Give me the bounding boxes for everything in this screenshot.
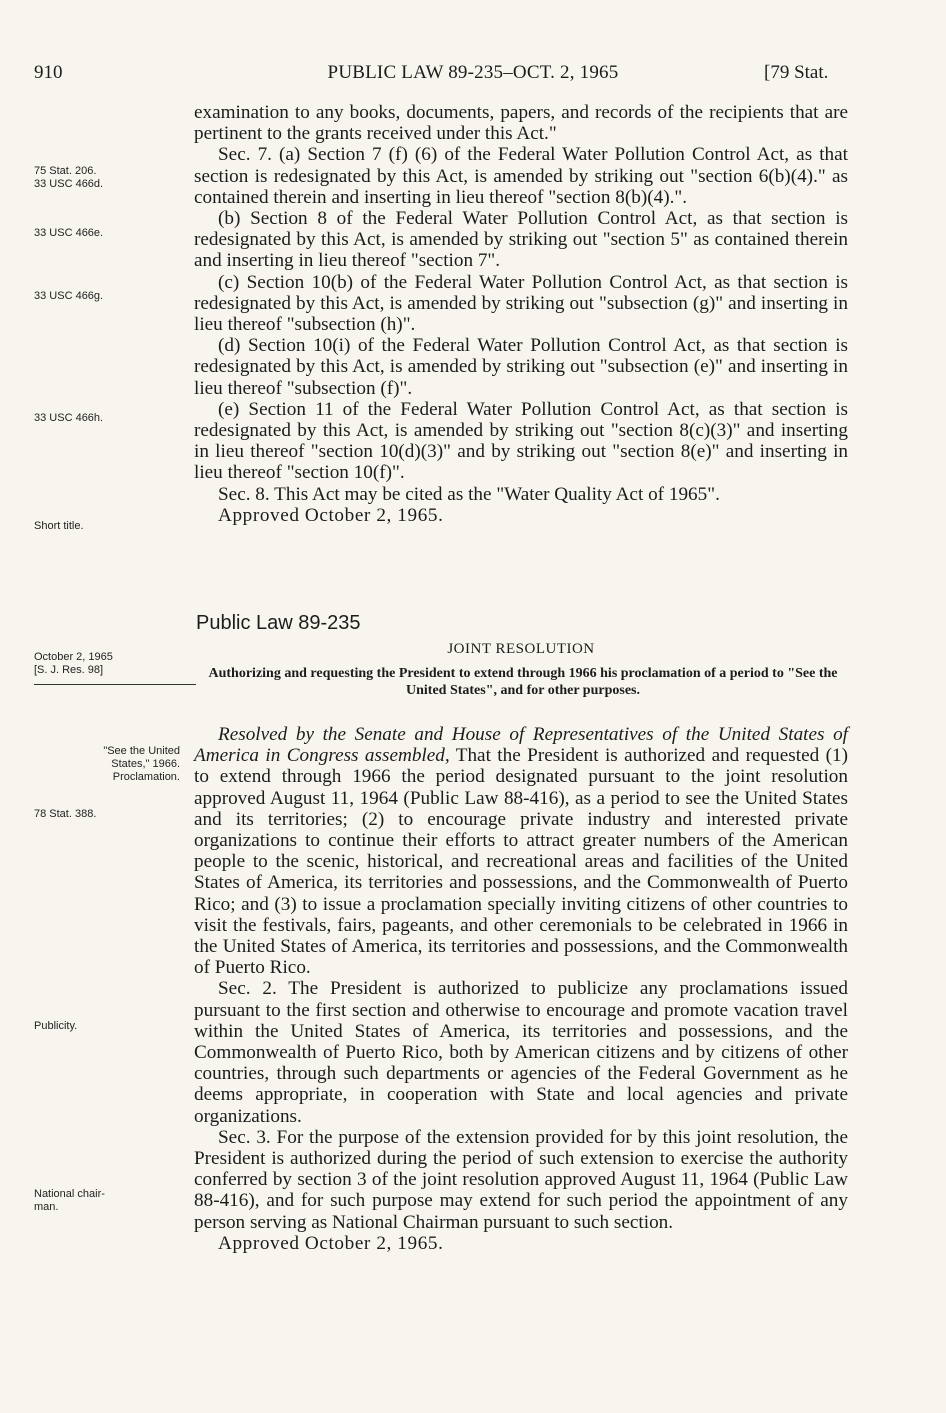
margin-note-line: October 2, 1965 (34, 651, 113, 663)
paragraph-resolved (194, 724, 848, 978)
margin-note-line: Proclamation. (112, 771, 180, 783)
margin-note-466e: 33 USC 466e. (34, 227, 104, 239)
margin-note-date (34, 651, 184, 677)
paragraph-sec-7d: (d) Section 10(i) of the Federal Water Pollution Control Act, as that section is redesignated by this Act, is amended by striking out "subsection (e)" and inserting in lieu thereof "subsection (f)". (194, 335, 848, 399)
margin-note-466g: 33 USC 466g. (34, 290, 104, 302)
paragraph-sec-7a: Sec. 7. (a) Section 7 (f) (6) of the Federal Water Pollution Control Act, as that section is redesignated by this Act, is amended by striking out "section 6(b)(4)." as contained therein and inserting in lieu thereof "section 8(b)(4).". (194, 144, 848, 208)
running-title: PUBLIC LAW 89-235–OCT. 2, 1965 (327, 62, 619, 83)
margin-note-publicity: Publicity. (34, 1020, 78, 1032)
margin-note-line: 75 Stat. 206. (34, 165, 97, 177)
paragraph-sec-3: Sec. 3. For the purpose of the extension provided for by this joint resolution, the President is authorized during the period of such extension to exercise the authority conferred by section 3 of the joint resolution approved August 11, 1964 (Public Law 88-416), and for such purpose may extend for such period the appointment of any person serving as National Chairman pursuant to such section. (194, 1126, 848, 1233)
body-text-resolution (194, 724, 848, 1254)
paragraph-sec-7b: (b) Section 8 of the Federal Water Pollution Control Act, as that section is redesignated by this Act, is amended by striking out "section 5" as contained therein and inserting in lieu thereof "section 7". (194, 208, 848, 272)
joint-resolution-heading: JOINT RESOLUTION (447, 641, 595, 657)
margin-note-line: States," 1966. (111, 758, 180, 770)
margin-note-line: "See the United (103, 745, 180, 757)
page-header (0, 62, 946, 92)
resolving-clause: Resolved by the Senate and House of Representatives of the United States of America in Congress assembled, (194, 724, 848, 767)
approved-line: Approved October 2, 1965. (218, 504, 444, 526)
paragraph-sec-8: Sec. 8. This Act may be cited as the "Water Quality Act of 1965". (218, 483, 720, 505)
margin-note-short-title: Short title. (34, 520, 84, 532)
margin-note-78-stat: 78 Stat. 388. (34, 808, 97, 820)
approved-line-2: Approved October 2, 1965. (218, 1232, 444, 1254)
margin-note-466h: 33 USC 466h. (34, 412, 104, 424)
resolution-summary: Authorizing and requesting the President to extend through 1966 his proclamation of a period to "See the United States", and for other purposes. (208, 666, 838, 698)
margin-note-75-stat (34, 165, 184, 191)
resolving-text: That the President is authorized and requested (1) to extend through 1966 the period designated pursuant to the joint resolution approved August 11, 1964 (Public Law 88-416), as a period to see the United States and its territories; (2) to encourage private industry and interested private organizations to continue their efforts to attract greater numbers of the American people to the scenic, historical, and recreational areas and facilities of the United States of America, its territories and possessions, and the Commonwealth of Puerto Rico; and (3) to issue a proclamation specially inviting citizens of other countries to visit the festivals, fairs, pageants, and other ceremonials to be celebrated in 1966 in the United States of America, its territories and possessions, and the Commonwealth of Puerto Rico. (194, 745, 848, 979)
paragraph-sec-7e: (e) Section 11 of the Federal Water Pollution Control Act, as that section is redesignated by this Act, is amended by striking out "section 8(c)(3)" and inserting in lieu thereof "section 10(d)(3)" and by striking out "section 8(e)" and inserting in lieu thereof "section 10(f)". (194, 398, 848, 484)
public-law-number: Public Law 89-235 (196, 612, 361, 634)
paragraph-sec-2: Sec. 2. The President is authorized to publicize any proclamations issued pursuant to the first section and otherwise to encourage and promote vacation travel within the United States of America, its territories and possessions, and the Commonwealth of Puerto Rico, both by American citizens and by citizens of other countries, through such departments or agencies of the Federal Government as he deems appropriate, in cooperation with State and local agencies and private organizations. (194, 978, 848, 1127)
stat-reference: [79 Stat. (764, 62, 829, 83)
body-text-section-1 (194, 102, 848, 526)
margin-note-national-chairman (34, 1188, 184, 1214)
paragraph: examination to any books, documents, papers, and records of the recipients that are pertinent to the grants received under this Act." (194, 102, 848, 145)
page-number: 910 (34, 62, 63, 83)
margin-note-line: man. (34, 1201, 59, 1213)
margin-note-line: [S. J. Res. 98] (34, 664, 104, 676)
margin-note-see-the-united-states (34, 745, 180, 784)
divider-rule (34, 684, 196, 685)
margin-note-line: 33 USC 466d. (34, 178, 104, 190)
margin-note-line: National chair- (34, 1188, 105, 1200)
paragraph-sec-7c: (c) Section 10(b) of the Federal Water Pollution Control Act, as that section is redesignated by this Act, is amended by striking out "subsection (g)" and inserting in lieu thereof "subsection (h)". (194, 271, 848, 336)
